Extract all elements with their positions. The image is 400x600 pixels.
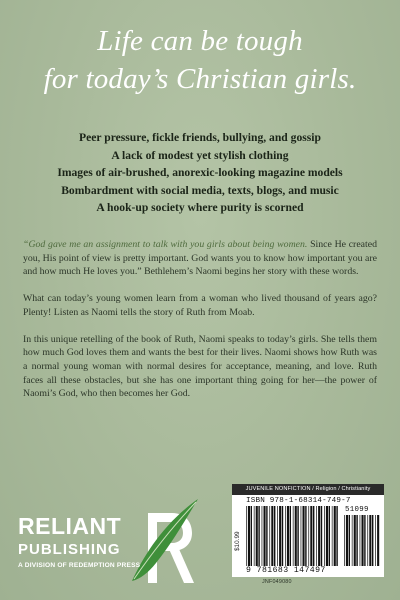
barcode-bar (336, 506, 337, 566)
barcode-bar (362, 515, 364, 566)
barcode-bar (313, 506, 314, 566)
publisher-tagline: A DIVISION OF REDEMPTION PRESS (18, 562, 141, 569)
barcode-bar (279, 506, 281, 566)
barcode-bar (256, 506, 258, 566)
paragraph-1-rest: Since He created you, His point of view is pretty important. God wants you to know how important you are and how much He loves you.” Bethlehem’s Naomi begins her story with these words. (23, 239, 377, 278)
barcode-bar (324, 506, 325, 566)
barcode-bar (316, 506, 317, 566)
barcode-bar (266, 506, 267, 566)
barcode-bar (364, 515, 365, 566)
barcode-bar (271, 506, 273, 566)
paragraph-3: In this unique retelling of the book of Ruth, Naomi speaks to today’s girls. She tells them how much God loves them and wants the best for their lives. Naomi shows how Ruth was a normal young woman with normal desires for acceptance, meaning, and love. Ruth faces all these obstacles, but she has one important thing going for her—the power of Naomi’s God, who then becomes her God. (23, 333, 377, 400)
barcode-bar (246, 506, 247, 566)
bullet-item: A lack of modest yet stylish clothing (111, 148, 289, 162)
bullet-list (0, 129, 400, 217)
barcode-bar (334, 506, 336, 566)
barcode-bar (264, 506, 266, 566)
barcode-bar (282, 506, 283, 566)
barcode-bar (285, 506, 286, 566)
publisher-name-line-1: RELIANT (18, 513, 122, 539)
barcode-bar (375, 515, 376, 566)
genre-label: JUVENILE NONFICTION / Religion / Christianity (232, 484, 384, 495)
paragraph-2: What can today’s young women learn from a woman who lived thousand of years ago? Plenty! Listen as Naomi tells the story of Ruth from Moab. (23, 293, 377, 318)
headline-line-1: Life can be tough (97, 25, 303, 57)
barcode-bar (346, 515, 348, 566)
barcode-bar (318, 506, 320, 566)
bullet-item: Peer pressure, fickle friends, bullying, and gossip (79, 131, 321, 144)
barcode-bar (251, 506, 252, 566)
barcode-bar (287, 506, 289, 566)
barcode-bar (297, 506, 298, 566)
barcode-bar (248, 506, 250, 566)
barcode-bar (352, 515, 353, 566)
barcode-bar (360, 515, 361, 566)
barcode-bar (356, 515, 357, 566)
isbn-text: ISBN 978-1-68314-749-7 (246, 497, 351, 505)
headline (0, 22, 400, 98)
price-label (232, 495, 244, 577)
barcode-bar (308, 506, 309, 566)
barcode-bar (332, 506, 333, 566)
ean-number: 9 781683 147497 (246, 566, 326, 575)
barcode-bar (326, 506, 328, 566)
barcode-bar (367, 515, 368, 566)
barcode-bar (329, 506, 330, 566)
reliant-r-logo-icon (126, 493, 206, 588)
stock-code: JNF049080 (262, 579, 292, 585)
barcode-bar (295, 506, 297, 566)
barcode-bar (277, 506, 278, 566)
publisher-name-line-2: PUBLISHING (18, 541, 121, 558)
ean-barcode (246, 506, 340, 566)
barcode-bar (310, 506, 312, 566)
barcode-bar (301, 506, 302, 566)
barcode-bar (262, 506, 263, 566)
barcode-block (232, 484, 384, 585)
publisher-logo (14, 493, 214, 588)
barcode-bar (349, 515, 350, 566)
bullet-item: A hook-up society where purity is scorned (96, 201, 304, 215)
barcode-bar (254, 506, 255, 566)
barcode-bar (290, 506, 291, 566)
bullet-item: Bombardment with social media, texts, blogs, and music (61, 183, 339, 197)
barcode-bar (303, 506, 305, 566)
barcode-bar (377, 515, 379, 566)
barcode-bar (321, 506, 322, 566)
barcode-bar (369, 515, 371, 566)
price-text: $10.99 (234, 531, 241, 551)
headline-line-2: for today’s Christian girls. (43, 63, 357, 95)
barcode-bar (293, 506, 294, 566)
barcode-bar (354, 515, 356, 566)
description (23, 238, 377, 414)
bullet-item: Images of air-brushed, anorexic-looking magazine models (57, 166, 343, 180)
add-on-barcode (344, 515, 380, 566)
add-on-number: 51099 (345, 506, 369, 514)
quote-lead: “God gave me an assignment to talk with you girls about being women. (23, 239, 308, 250)
barcode-bar (269, 506, 270, 566)
barcode-bar (258, 506, 259, 566)
barcode-bar (344, 515, 345, 566)
barcode-bar (372, 515, 373, 566)
barcode-bar (305, 506, 306, 566)
barcode-bar (274, 506, 275, 566)
paragraph-1 (23, 238, 377, 279)
